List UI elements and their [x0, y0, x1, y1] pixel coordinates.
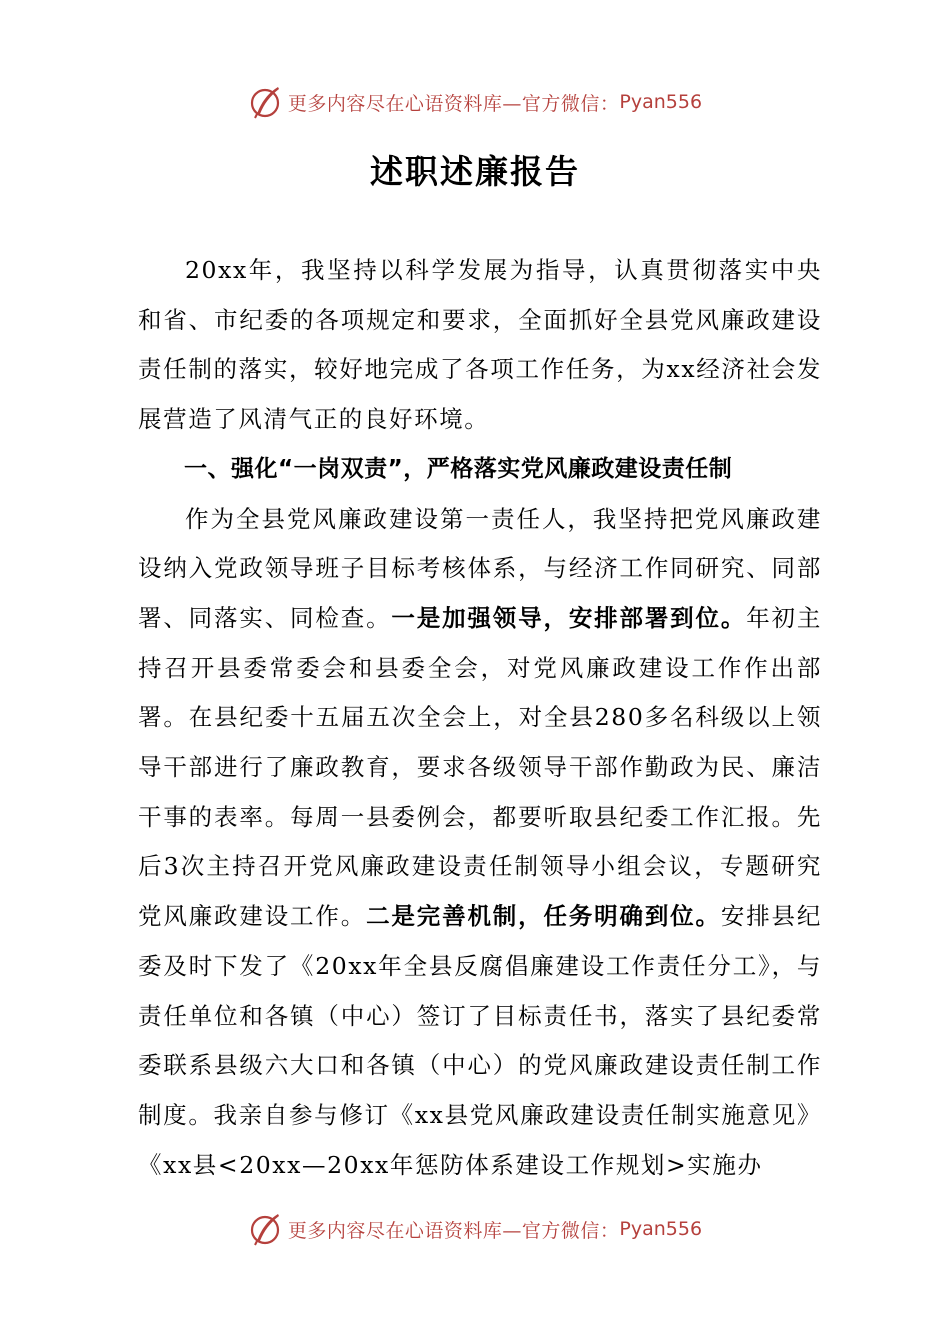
document-title: 述职述廉报告: [370, 152, 580, 191]
watermark-banner-bottom: [0, 1207, 950, 1251]
document-body: [138, 246, 822, 1190]
watermark-banner-top: [0, 80, 950, 124]
banner-text: 更多内容尽在心语资料库—官方微信：: [287, 92, 620, 115]
paragraph-text: 安排县纪委及时下发了《20xx年全县反腐倡廉建设工作责任分工》，与责任单位和各镇（中心）签订了目标责任书，落实了县纪委常委联系县级六大口和各镇（中心）的党风廉政建设责任制工作制度。我亲自参与修订《xx县党风廉政建设责任制实施意见》《xx县<20xx—20xx年惩防体系建设工作规划>实施办: [138, 902, 822, 1179]
section-heading: 一、强化“一岗双责”，严格落实党风廉政建设责任制: [184, 455, 733, 482]
paragraph-text: 作为全县党风廉政建设第一责任人，我坚持把党风廉政建设纳入党政领导班子目标考核体系，与经济工作同研究、同部署、同落实、同检查。: [138, 504, 822, 632]
bold-point-2: 二是完善机制，任务明确到位。: [366, 902, 721, 931]
banner-wechat-id: Pyan556: [619, 91, 703, 113]
intro-paragraph: 20xx年，我坚持以科学发展为指导，认真贯彻落实中央和省、市纪委的各项规定和要求，全面抓好全县党风廉政建设责任制的落实，较好地完成了各项工作任务，为xx经济社会发展营造了风清气正的良好环境。: [138, 256, 822, 434]
section-paragraph: [138, 495, 822, 1191]
quill-logo-icon: [248, 1211, 284, 1247]
banner-text: 更多内容尽在心语资料库—官方微信：: [287, 1219, 620, 1242]
paragraph-text: 年初主持召开县委常委会和县委全会，对党风廉政建设工作作出部署。在县纪委十五届五次全会上，对全县280多名科级以上领导干部进行了廉政教育，要求各级领导干部作勤政为民、廉洁干事的表率。每周一县委例会，都要听取县纪委工作汇报。先后3次主持召开党风廉政建设责任制领导小组会议，专题研究党风廉政建设工作。: [138, 603, 823, 931]
quill-logo-icon: [248, 84, 284, 120]
banner-wechat-id: Pyan556: [619, 1218, 703, 1240]
bold-point-1: 一是加强领导，安排部署到位。: [391, 603, 747, 632]
